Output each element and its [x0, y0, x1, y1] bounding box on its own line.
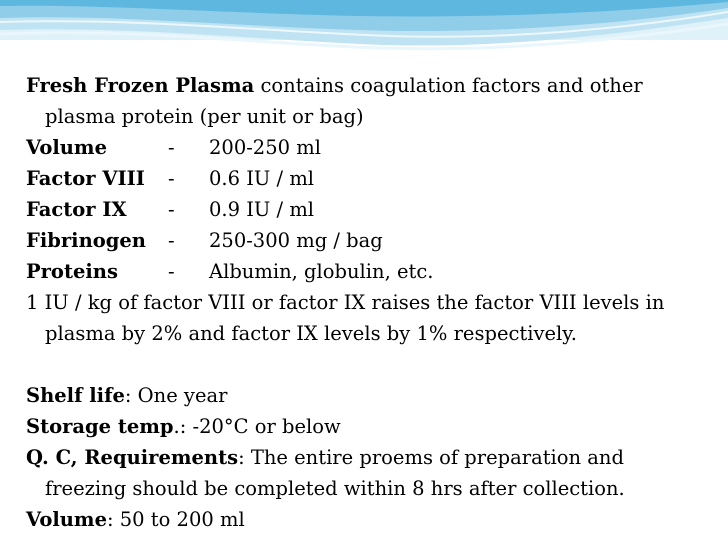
spacer: [26, 349, 716, 380]
property-label: Volume: [26, 136, 107, 159]
qc-requirements-text: : The entire proems of preparation and: [238, 446, 624, 469]
slide-content: [26, 70, 716, 535]
property-dash: -: [168, 260, 175, 283]
property-row-factor-ix: [26, 194, 716, 225]
property-dash: -: [168, 136, 175, 159]
shelf-life-line: [26, 380, 716, 411]
property-row-factor-viii: [26, 163, 716, 194]
qc-requirements-line: [26, 442, 716, 473]
property-dash: -: [168, 198, 175, 221]
property-label: Proteins: [26, 260, 118, 283]
storage-temp-value: .: -20°C or below: [173, 415, 341, 438]
shelf-life-label: Shelf life: [26, 384, 125, 407]
property-value: Albumin, globulin, etc.: [209, 260, 434, 283]
volume-range-value: : 50 to 200 ml: [106, 508, 245, 531]
property-row-fibrinogen: [26, 225, 716, 256]
property-dash: -: [168, 167, 175, 190]
intro-text: contains coagulation factors and other: [254, 74, 643, 97]
dose-note-line-continued: plasma by 2% and factor IX levels by 1% respectively.: [45, 322, 577, 345]
property-value: 200-250 ml: [209, 136, 321, 159]
volume-range-line: [26, 504, 716, 535]
volume-range-label: Volume: [26, 508, 107, 531]
shelf-life-value: : One year: [124, 384, 228, 407]
property-value: 250-300 mg / bag: [209, 229, 383, 252]
decorative-wave-banner: [0, 0, 728, 66]
intro-line: [26, 70, 716, 101]
property-label: Fibrinogen: [26, 229, 146, 252]
property-label: Factor IX: [26, 198, 127, 221]
property-dash: -: [168, 229, 175, 252]
intro-term: Fresh Frozen Plasma: [26, 74, 255, 97]
qc-requirements-label: Q. C, Requirements: [26, 446, 239, 469]
storage-temp-label: Storage temp: [26, 415, 174, 438]
qc-requirements-line-continued: freezing should be completed within 8 hrs after collection.: [45, 477, 625, 500]
intro-line-continued: plasma protein (per unit or bag): [45, 105, 364, 128]
property-value: 0.6 IU / ml: [209, 167, 315, 190]
property-value: 0.9 IU / ml: [209, 198, 315, 221]
property-row-volume: [26, 132, 716, 163]
storage-temp-line: [26, 411, 716, 442]
property-row-proteins: [26, 256, 716, 287]
property-label: Factor VIII: [26, 167, 145, 190]
dose-note-line: 1 IU / kg of factor VIII or factor IX raises the factor VIII levels in: [26, 291, 665, 314]
